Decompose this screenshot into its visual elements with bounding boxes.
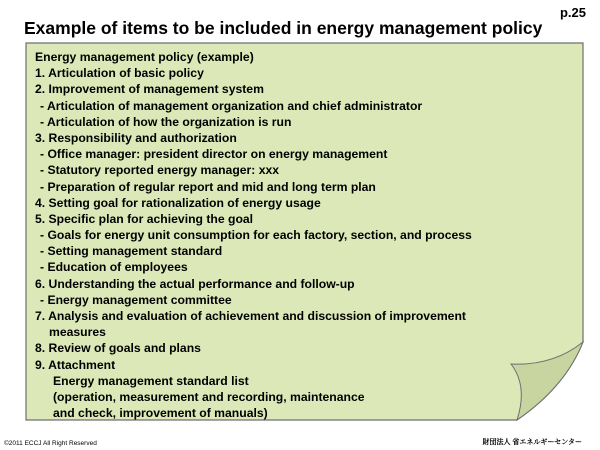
- policy-item: 3. Responsibility and authorization: [35, 130, 237, 145]
- sticky-note-panel: [25, 42, 585, 422]
- policy-subitem: - Statutory reported energy manager: xxx: [40, 163, 280, 178]
- policy-subitem: - Setting management standard: [40, 244, 223, 259]
- policy-subitem: - Preparation of regular report and mid and long term plan: [40, 179, 376, 194]
- policy-subitem: measures: [49, 325, 106, 340]
- policy-subitem: Energy management standard list: [53, 373, 249, 388]
- policy-subitem: (operation, measurement and recording, maintenance: [53, 389, 365, 404]
- page-number: p.25: [559, 5, 586, 20]
- policy-item: 6. Understanding the actual performance and follow-up: [35, 276, 355, 291]
- policy-subitem: - Energy management committee: [40, 292, 232, 307]
- policy-subitem: - Goals for energy unit consumption for each factory, section, and process: [40, 228, 472, 243]
- policy-subitem: - Articulation of how the organization is run: [40, 114, 292, 129]
- policy-item: 7. Analysis and evaluation of achievement and discussion of improvement: [35, 309, 466, 323]
- policy-subitem: - Education of employees: [40, 260, 188, 275]
- policy-item: 5. Specific plan for achieving the goal: [35, 211, 254, 226]
- policy-item: 9. Attachment: [35, 357, 116, 372]
- policy-item: 8. Review of goals and plans: [35, 341, 201, 356]
- policy-subitem: and check, improvement of manuals): [53, 406, 268, 421]
- policy-item-list: [35, 65, 525, 421]
- policy-heading: Energy management policy (example): [35, 50, 254, 64]
- policy-text-block: [35, 49, 525, 421]
- policy-item: 2. Improvement of management system: [35, 82, 264, 97]
- policy-item: 4. Setting goal for rationalization of energy usage: [35, 195, 321, 210]
- policy-subitem: - Articulation of management organization and chief administrator: [40, 98, 423, 113]
- footer-copyright: ©2011 ECCJ All Right Reserved: [4, 440, 97, 447]
- footer-organization: 財団法人 省エネルギーセンター: [482, 439, 582, 446]
- policy-item: 1. Articulation of basic policy: [35, 66, 204, 81]
- slide-title: Example of items to be included in energy management policy: [24, 18, 543, 38]
- policy-subitem: - Office manager: president director on energy management: [40, 147, 388, 162]
